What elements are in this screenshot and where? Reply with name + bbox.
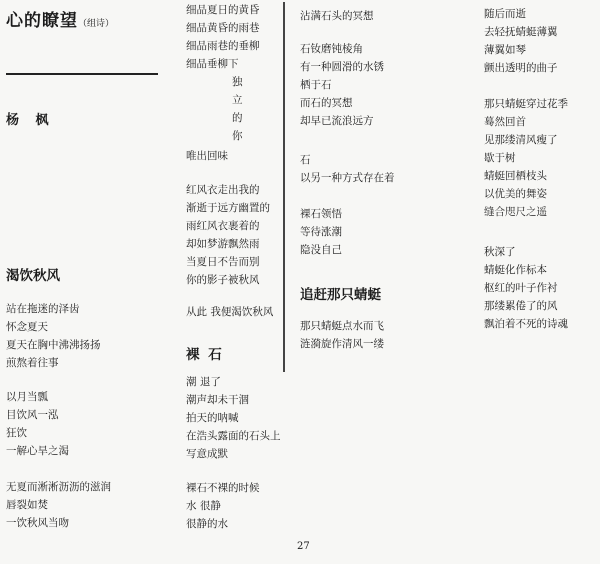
poem-line: 很静的水 (186, 518, 228, 530)
poem-line: 站在拖迷的泽齿 (6, 303, 80, 315)
poem-line: 拍天的呐喊 (186, 412, 239, 424)
poem-line: 怀念夏天 (6, 321, 48, 333)
poem-line: 裸石领悟 (300, 208, 342, 220)
poem-line: 涟漪旋作清风一缕 (300, 338, 384, 350)
poem-line: 渐逝于远方幽置的 (186, 202, 270, 214)
poem-line: 细品雨巷的垂柳 (186, 40, 260, 52)
poem-line: 却早已流浪远方 (300, 115, 374, 127)
poem-line: 那只蜻蜓点水而飞 (300, 320, 384, 332)
poem-line: 细品垂柳下 (186, 58, 239, 70)
poem-line: 细品黄昏的雨巷 (186, 22, 260, 34)
poem-line: 写意成默 (186, 448, 228, 460)
poem-line: 有一种圆滑的水锈 (300, 61, 384, 73)
poem-line: 石钕磨钝棱角 (300, 43, 363, 55)
poem-line: 薄翼如琴 (484, 44, 526, 56)
poem-line: 当夏日不告而别 (186, 256, 260, 268)
title-text: 心的瞭望 (6, 11, 78, 31)
poem-line: 那缕累倦了的风 (484, 300, 558, 312)
poem-line: 歇于树 (484, 152, 516, 164)
poem-line: 蓦然回首 (484, 116, 526, 128)
column-divider (283, 2, 285, 372)
poem-line: 在浩头露面的石头上 (186, 430, 281, 442)
poem-line: 水 很静 (186, 500, 221, 512)
poem-char: 的 (232, 112, 243, 124)
title-subtitle: （组诗） (78, 19, 115, 29)
poem-line: 以另一种方式存在着 (300, 172, 395, 184)
poem-line: 一饮秋风当吻 (6, 517, 69, 529)
poem-line: 细品夏日的黄昏 (186, 4, 260, 16)
poem-heading-2: 裸 石 (186, 347, 224, 363)
poem-heading-1: 渴饮秋风 (6, 268, 60, 284)
poem-line: 裸石不裸的时候 (186, 482, 260, 494)
poem-line: 雨红风衣裹着的 (186, 220, 260, 232)
title-rule (6, 73, 158, 75)
poem-line: 唯出回味 (186, 150, 228, 162)
poem-line: 随后而逝 (484, 8, 526, 20)
poem-line: 无夏而淅淅沥沥的滋润 (6, 481, 111, 493)
poem-line: 颤出透明的曲子 (484, 62, 558, 74)
poem-line: 狂饮 (6, 427, 27, 439)
page-title (6, 6, 114, 31)
poem-line: 以月当瓢 (6, 391, 48, 403)
poem-line: 那只蜻蜓穿过花季 (484, 98, 568, 110)
poem-line: 沾满石头的冥想 (300, 10, 374, 22)
poem-line: 从此 我便渴饮秋风 (186, 306, 274, 318)
poem-char: 独 (232, 76, 243, 88)
poem-line: 而石的冥想 (300, 97, 353, 109)
poem-line: 见那缕清风瘦了 (484, 134, 558, 146)
poem-line: 秋深了 (484, 246, 516, 258)
poem-line: 潮 退了 (186, 376, 221, 388)
poem-line: 唇裂如焚 (6, 499, 48, 511)
poem-line: 石 (300, 154, 311, 166)
poem-line: 蜻蜓回栖枝头 (484, 170, 547, 182)
poem-line: 栖于石 (300, 79, 332, 91)
poem-line: 枢红的叶子作衬 (484, 282, 558, 294)
poem-line: 煎熬着往事 (6, 357, 59, 369)
author-name: 杨 枫 (6, 113, 55, 128)
poem-line: 一解心旱之渴 (6, 445, 69, 457)
poem-line: 以优美的舞姿 (484, 188, 547, 200)
poem-line: 你的影子被秋风 (186, 274, 260, 286)
poem-char: 立 (232, 94, 243, 106)
poem-char: 你 (232, 130, 243, 142)
poem-line: 去轻抚蜻蜓薄翼 (484, 26, 558, 38)
poem-line: 飘泊着不死的诗魂 (484, 318, 568, 330)
poem-line: 蜻蜓化作标本 (484, 264, 547, 276)
poem-line: 却如梦游飘然雨 (186, 238, 260, 250)
poem-line: 潮声却未干涸 (186, 394, 249, 406)
poem-line: 夏天在胸中沸沸扬扬 (6, 339, 101, 351)
poem-line: 缝合咫尺之遥 (484, 206, 547, 218)
poem-line: 隐没自己 (300, 244, 342, 256)
poem-line: 等待涨潮 (300, 226, 342, 238)
poem-heading-3: 追赶那只蜻蜓 (300, 287, 381, 303)
page-number: 27 (297, 541, 310, 552)
poem-line: 目饮风一泓 (6, 409, 59, 421)
poem-line: 红风衣走出我的 (186, 184, 260, 196)
